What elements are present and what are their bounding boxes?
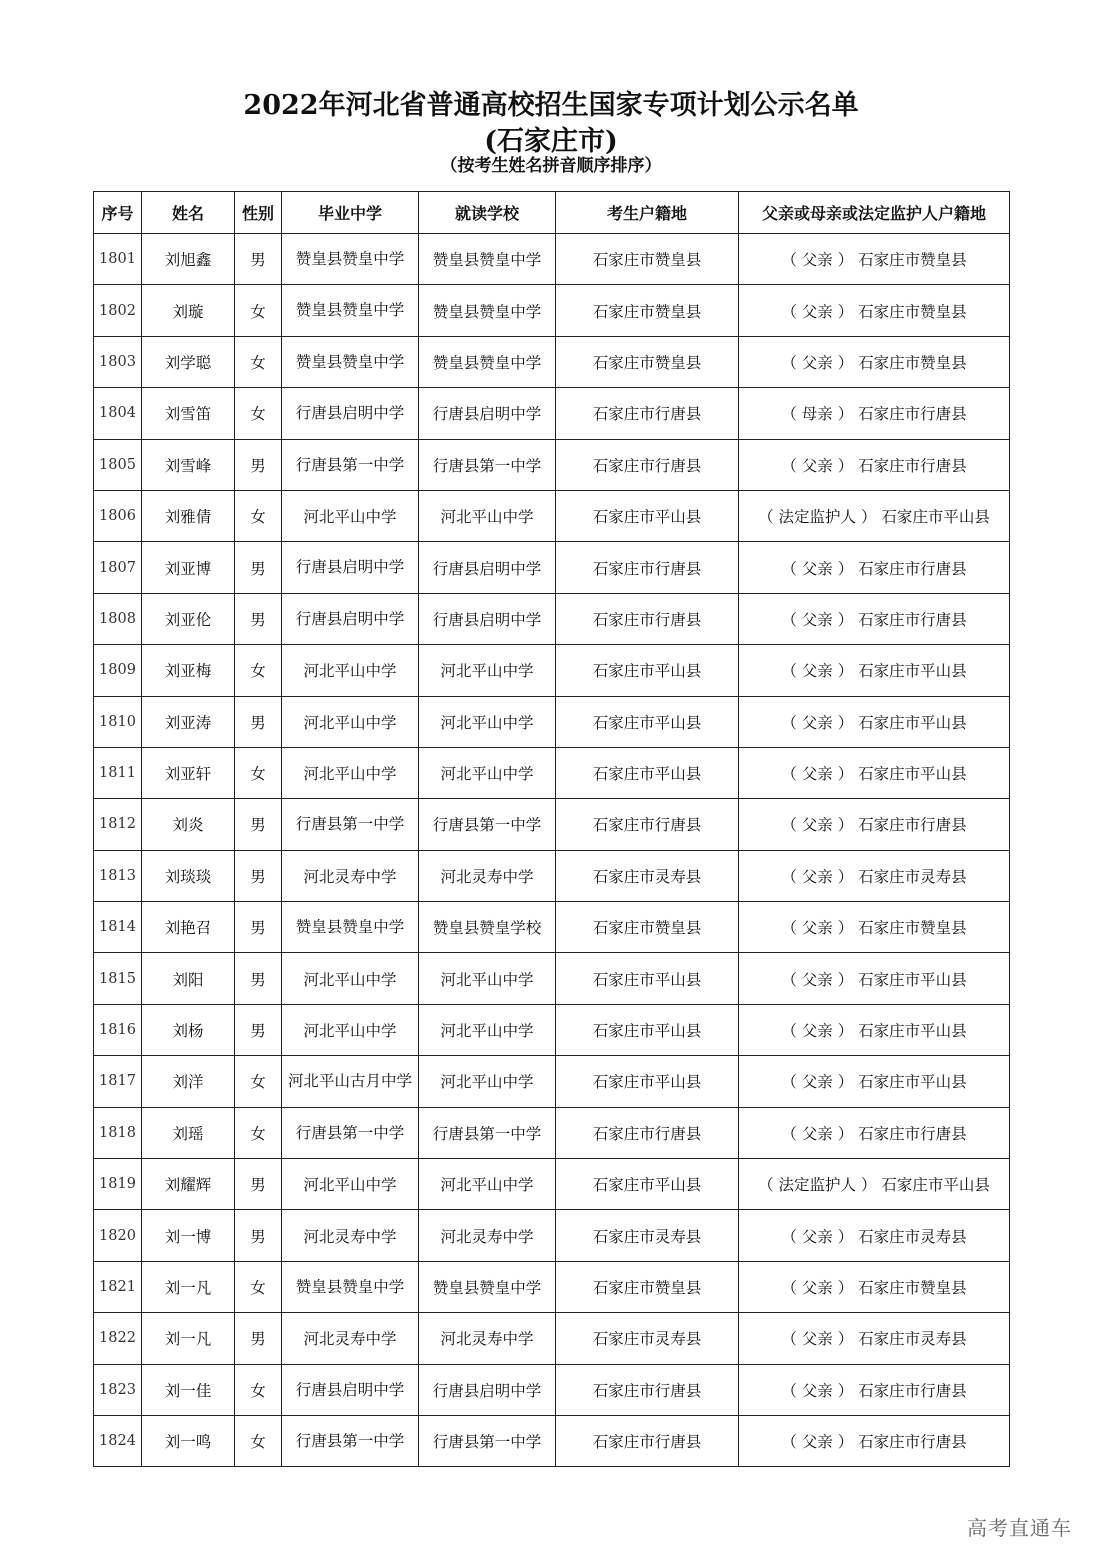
cell-gender: 男 (235, 799, 282, 850)
cell-seq: 1821 (94, 1261, 142, 1312)
cell-guardian-registration: （ 法定监护人 ） 石家庄市平山县 (739, 1159, 1010, 1210)
cell-seq: 1822 (94, 1313, 142, 1364)
cell-gender: 女 (235, 490, 282, 541)
cell-seq: 1804 (94, 388, 142, 439)
cell-household-registration: 石家庄市赞皇县 (556, 1261, 739, 1312)
cell-name: 刘雅倩 (142, 490, 235, 541)
cell-text: 行唐县启明中学 (295, 609, 405, 628)
cell-graduation-school (282, 902, 419, 953)
cell-graduation-school: 河北平山中学 (282, 1004, 419, 1055)
header-gender: 性别 (235, 192, 282, 234)
cell-graduation-school: 河北灵寿中学 (282, 850, 419, 901)
cell-seq: 1815 (94, 953, 142, 1004)
cell-text: 行唐县启明中学 (295, 1380, 405, 1399)
cell-guardian-registration: （ 母亲 ） 石家庄市行唐县 (739, 388, 1010, 439)
cell-seq: 1824 (94, 1415, 142, 1466)
cell-guardian-registration: （ 父亲 ） 石家庄市平山县 (739, 953, 1010, 1004)
cell-household-registration: 石家庄市平山县 (556, 747, 739, 798)
cell-current-school: 河北平山中学 (419, 696, 556, 747)
cell-household-registration: 石家庄市赞皇县 (556, 902, 739, 953)
cell-gender: 女 (235, 388, 282, 439)
table-row (94, 1415, 1010, 1466)
header-graduation-school: 毕业中学 (282, 192, 419, 234)
cell-household-registration: 石家庄市行唐县 (556, 593, 739, 644)
cell-gender: 男 (235, 1313, 282, 1364)
cell-household-registration: 石家庄市行唐县 (556, 542, 739, 593)
cell-name: 刘一博 (142, 1210, 235, 1261)
cell-graduation-school (282, 1107, 419, 1158)
cell-current-school: 河北平山中学 (419, 747, 556, 798)
cell-name: 刘琰琰 (142, 850, 235, 901)
cell-name: 刘雪笛 (142, 388, 235, 439)
cell-seq: 1810 (94, 696, 142, 747)
cell-household-registration: 石家庄市行唐县 (556, 388, 739, 439)
table-body (94, 234, 1010, 1467)
cell-seq: 1802 (94, 285, 142, 336)
cell-graduation-school (282, 234, 419, 285)
cell-household-registration: 石家庄市行唐县 (556, 1415, 739, 1466)
cell-graduation-school (282, 542, 419, 593)
cell-guardian-registration: （ 父亲 ） 石家庄市赞皇县 (739, 234, 1010, 285)
table-row (94, 439, 1010, 490)
cell-name: 刘雪峰 (142, 439, 235, 490)
cell-graduation-school: 河北灵寿中学 (282, 1313, 419, 1364)
table-row (94, 1261, 1010, 1312)
table-row (94, 1004, 1010, 1055)
cell-seq: 1803 (94, 336, 142, 387)
cell-seq: 1817 (94, 1056, 142, 1107)
cell-text: 赞皇县赞皇中学 (295, 250, 405, 269)
cell-current-school: 行唐县第一中学 (419, 439, 556, 490)
cell-gender: 女 (235, 645, 282, 696)
cell-guardian-registration: （ 父亲 ） 石家庄市平山县 (739, 747, 1010, 798)
table-row (94, 388, 1010, 439)
cell-guardian-registration: （ 父亲 ） 石家庄市灵寿县 (739, 1313, 1010, 1364)
cell-seq: 1801 (94, 234, 142, 285)
cell-guardian-registration: （ 父亲 ） 石家庄市赞皇县 (739, 336, 1010, 387)
cell-guardian-registration: （ 父亲 ） 石家庄市赞皇县 (739, 285, 1010, 336)
cell-name: 刘一凡 (142, 1313, 235, 1364)
table-row (94, 1364, 1010, 1415)
cell-text: 行唐县第一中学 (295, 1123, 405, 1142)
cell-gender: 女 (235, 336, 282, 387)
cell-text: 赞皇县赞皇中学 (295, 1277, 405, 1296)
cell-text: 行唐县第一中学 (295, 815, 405, 834)
cell-gender: 男 (235, 593, 282, 644)
document-note: （按考生姓名拼音顺序排序） (440, 156, 662, 176)
cell-gender: 女 (235, 1261, 282, 1312)
cell-text: 行唐县第一中学 (295, 1432, 405, 1451)
cell-current-school: 赞皇县赞皇中学 (419, 1261, 556, 1312)
table-row (94, 542, 1010, 593)
cell-gender: 女 (235, 1364, 282, 1415)
cell-seq: 1805 (94, 439, 142, 490)
cell-gender: 女 (235, 747, 282, 798)
cell-graduation-school: 河北灵寿中学 (282, 1210, 419, 1261)
cell-name: 刘亚梅 (142, 645, 235, 696)
cell-guardian-registration: （ 父亲 ） 石家庄市赞皇县 (739, 1261, 1010, 1312)
table-row (94, 902, 1010, 953)
cell-guardian-registration: （ 父亲 ） 石家庄市行唐县 (739, 1107, 1010, 1158)
cell-gender: 男 (235, 439, 282, 490)
cell-seq: 1811 (94, 747, 142, 798)
table-row (94, 285, 1010, 336)
cell-graduation-school: 河北平山中学 (282, 953, 419, 1004)
table-row (94, 336, 1010, 387)
table-row (94, 1107, 1010, 1158)
cell-text: 行唐县第一中学 (295, 455, 405, 474)
cell-seq: 1809 (94, 645, 142, 696)
cell-current-school: 行唐县第一中学 (419, 1107, 556, 1158)
cell-graduation-school (282, 1261, 419, 1312)
cell-household-registration: 石家庄市灵寿县 (556, 1210, 739, 1261)
cell-name: 刘学聪 (142, 336, 235, 387)
cell-household-registration: 石家庄市行唐县 (556, 439, 739, 490)
cell-gender: 男 (235, 696, 282, 747)
table-row (94, 850, 1010, 901)
cell-name: 刘一凡 (142, 1261, 235, 1312)
cell-graduation-school (282, 593, 419, 644)
cell-household-registration: 石家庄市赞皇县 (556, 234, 739, 285)
cell-seq: 1813 (94, 850, 142, 901)
table-header-row (94, 192, 1010, 234)
cell-household-registration: 石家庄市平山县 (556, 1004, 739, 1055)
cell-guardian-registration: （ 父亲 ） 石家庄市平山县 (739, 1056, 1010, 1107)
cell-seq: 1807 (94, 542, 142, 593)
cell-current-school: 河北平山中学 (419, 1004, 556, 1055)
cell-text: 赞皇县赞皇中学 (295, 918, 405, 937)
cell-gender: 男 (235, 234, 282, 285)
header-guardian-registration: 父亲或母亲或法定监护人户籍地 (739, 192, 1010, 234)
document-subtitle: (石家庄市) (484, 126, 618, 157)
header-current-school: 就读学校 (419, 192, 556, 234)
cell-graduation-school (282, 799, 419, 850)
cell-graduation-school (282, 336, 419, 387)
cell-current-school: 河北平山中学 (419, 1056, 556, 1107)
cell-graduation-school: 河北平山中学 (282, 747, 419, 798)
cell-household-registration: 石家庄市平山县 (556, 490, 739, 541)
cell-current-school: 河北灵寿中学 (419, 850, 556, 901)
cell-guardian-registration: （ 父亲 ） 石家庄市平山县 (739, 645, 1010, 696)
cell-name: 刘阳 (142, 953, 235, 1004)
table-row (94, 1056, 1010, 1107)
cell-gender: 男 (235, 850, 282, 901)
cell-graduation-school (282, 1415, 419, 1466)
cell-gender: 女 (235, 285, 282, 336)
cell-name: 刘艳召 (142, 902, 235, 953)
cell-text: 行唐县启明中学 (295, 404, 405, 423)
cell-guardian-registration: （ 父亲 ） 石家庄市灵寿县 (739, 1210, 1010, 1261)
cell-current-school: 行唐县启明中学 (419, 542, 556, 593)
cell-graduation-school: 河北平山中学 (282, 696, 419, 747)
cell-name: 刘璇 (142, 285, 235, 336)
document-title: 2022年河北省普通高校招生国家专项计划公示名单 (243, 90, 859, 121)
cell-gender: 男 (235, 1159, 282, 1210)
cell-name: 刘亚涛 (142, 696, 235, 747)
header-seq: 序号 (94, 192, 142, 234)
table-row (94, 490, 1010, 541)
cell-seq: 1820 (94, 1210, 142, 1261)
cell-seq: 1812 (94, 799, 142, 850)
table-row (94, 799, 1010, 850)
watermark: 高考直通车 (967, 1516, 1072, 1540)
cell-graduation-school (282, 439, 419, 490)
header-name: 姓名 (142, 192, 235, 234)
cell-guardian-registration: （ 父亲 ） 石家庄市平山县 (739, 696, 1010, 747)
cell-graduation-school (282, 1056, 419, 1107)
cell-gender: 女 (235, 1415, 282, 1466)
cell-guardian-registration: （ 父亲 ） 石家庄市行唐县 (739, 439, 1010, 490)
table-row (94, 747, 1010, 798)
cell-gender: 男 (235, 902, 282, 953)
cell-seq: 1808 (94, 593, 142, 644)
cell-graduation-school (282, 1364, 419, 1415)
cell-current-school: 河北平山中学 (419, 953, 556, 1004)
cell-seq: 1814 (94, 902, 142, 953)
cell-current-school: 河北平山中学 (419, 490, 556, 541)
cell-seq: 1816 (94, 1004, 142, 1055)
cell-current-school: 河北灵寿中学 (419, 1313, 556, 1364)
cell-graduation-school (282, 388, 419, 439)
table-row (94, 696, 1010, 747)
cell-current-school: 行唐县启明中学 (419, 593, 556, 644)
cell-seq: 1819 (94, 1159, 142, 1210)
cell-guardian-registration: （ 父亲 ） 石家庄市赞皇县 (739, 902, 1010, 953)
cell-name: 刘杨 (142, 1004, 235, 1055)
cell-guardian-registration: （ 父亲 ） 石家庄市行唐县 (739, 1364, 1010, 1415)
cell-name: 刘亚伦 (142, 593, 235, 644)
cell-gender: 男 (235, 953, 282, 1004)
cell-seq: 1818 (94, 1107, 142, 1158)
cell-household-registration: 石家庄市平山县 (556, 1159, 739, 1210)
cell-household-registration: 石家庄市平山县 (556, 696, 739, 747)
header-household-registration: 考生户籍地 (556, 192, 739, 234)
cell-name: 刘旭鑫 (142, 234, 235, 285)
cell-guardian-registration: （ 父亲 ） 石家庄市平山县 (739, 1004, 1010, 1055)
table-row (94, 645, 1010, 696)
cell-gender: 女 (235, 1107, 282, 1158)
cell-name: 刘亚轩 (142, 747, 235, 798)
cell-household-registration: 石家庄市平山县 (556, 1056, 739, 1107)
cell-current-school: 河北平山中学 (419, 1159, 556, 1210)
cell-graduation-school (282, 285, 419, 336)
cell-guardian-registration: （ 父亲 ） 石家庄市行唐县 (739, 593, 1010, 644)
cell-guardian-registration: （ 法定监护人 ） 石家庄市平山县 (739, 490, 1010, 541)
cell-name: 刘炎 (142, 799, 235, 850)
cell-household-registration: 石家庄市赞皇县 (556, 285, 739, 336)
table-row (94, 1210, 1010, 1261)
cell-current-school: 河北灵寿中学 (419, 1210, 556, 1261)
cell-name: 刘耀辉 (142, 1159, 235, 1210)
cell-current-school: 行唐县第一中学 (419, 799, 556, 850)
cell-household-registration: 石家庄市行唐县 (556, 799, 739, 850)
cell-name: 刘亚博 (142, 542, 235, 593)
cell-current-school: 行唐县启明中学 (419, 1364, 556, 1415)
cell-guardian-registration: （ 父亲 ） 石家庄市灵寿县 (739, 850, 1010, 901)
cell-text: 赞皇县赞皇中学 (295, 301, 405, 320)
cell-current-school: 河北平山中学 (419, 645, 556, 696)
cell-guardian-registration: （ 父亲 ） 石家庄市行唐县 (739, 799, 1010, 850)
table-row (94, 1159, 1010, 1210)
cell-name: 刘洋 (142, 1056, 235, 1107)
cell-household-registration: 石家庄市行唐县 (556, 1364, 739, 1415)
cell-current-school: 行唐县启明中学 (419, 388, 556, 439)
roster-table (93, 191, 1010, 1467)
cell-seq: 1806 (94, 490, 142, 541)
cell-guardian-registration: （ 父亲 ） 石家庄市行唐县 (739, 542, 1010, 593)
cell-seq: 1823 (94, 1364, 142, 1415)
cell-gender: 女 (235, 1056, 282, 1107)
cell-household-registration: 石家庄市平山县 (556, 645, 739, 696)
cell-current-school: 赞皇县赞皇中学 (419, 336, 556, 387)
cell-name: 刘瑶 (142, 1107, 235, 1158)
cell-graduation-school: 河北平山中学 (282, 1159, 419, 1210)
table-row (94, 953, 1010, 1004)
cell-text: 行唐县启明中学 (295, 558, 405, 577)
cell-household-registration: 石家庄市平山县 (556, 953, 739, 1004)
cell-gender: 男 (235, 1210, 282, 1261)
cell-household-registration: 石家庄市行唐县 (556, 1107, 739, 1158)
table-row (94, 593, 1010, 644)
table-row (94, 234, 1010, 285)
cell-guardian-registration: （ 父亲 ） 石家庄市行唐县 (739, 1415, 1010, 1466)
cell-text: 河北平山古月中学 (288, 1072, 413, 1091)
cell-household-registration: 石家庄市灵寿县 (556, 1313, 739, 1364)
cell-name: 刘一鸣 (142, 1415, 235, 1466)
cell-gender: 男 (235, 1004, 282, 1055)
cell-name: 刘一佳 (142, 1364, 235, 1415)
cell-household-registration: 石家庄市灵寿县 (556, 850, 739, 901)
cell-gender: 男 (235, 542, 282, 593)
cell-graduation-school: 河北平山中学 (282, 645, 419, 696)
cell-text: 赞皇县赞皇中学 (295, 352, 405, 371)
cell-current-school: 赞皇县赞皇学校 (419, 902, 556, 953)
table-row (94, 1313, 1010, 1364)
cell-household-registration: 石家庄市赞皇县 (556, 336, 739, 387)
cell-current-school: 赞皇县赞皇中学 (419, 234, 556, 285)
cell-current-school: 行唐县第一中学 (419, 1415, 556, 1466)
cell-current-school: 赞皇县赞皇中学 (419, 285, 556, 336)
cell-graduation-school: 河北平山中学 (282, 490, 419, 541)
